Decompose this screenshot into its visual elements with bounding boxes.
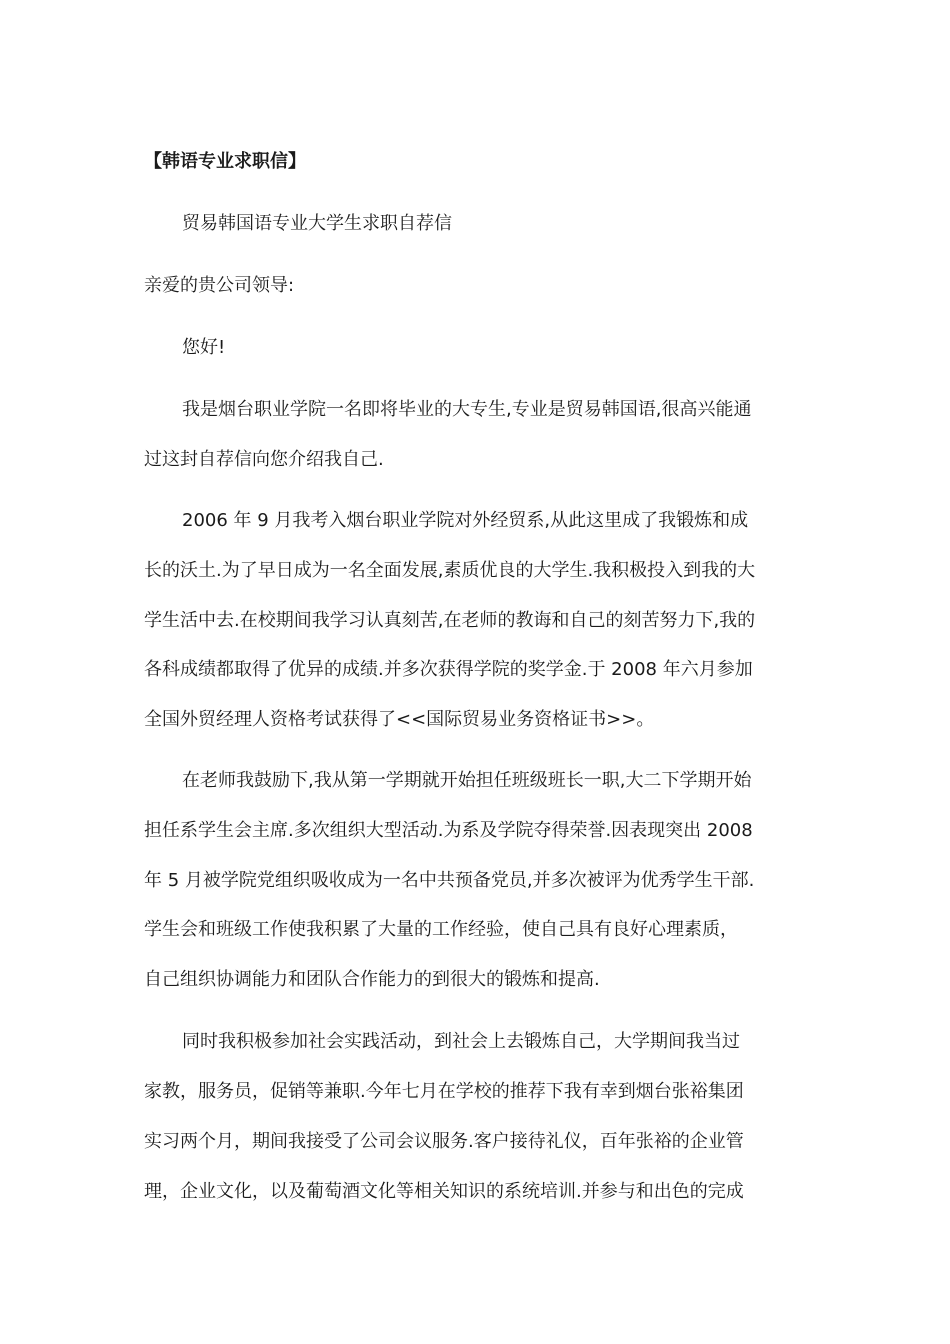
paragraph-2-line-1: 2006 年 9 月我考入烟台职业学院对外经贸系,从此这里成了我锻炼和成: [182, 510, 749, 531]
paragraph-1-line-1: 我是烟台职业学院一名即将毕业的大专生,专业是贸易韩国语,很高兴能通: [182, 399, 752, 420]
paragraph-3-line-4: 学生会和班级工作使我积累了大量的工作经验，使自己具有良好心理素质，: [144, 919, 738, 940]
letter-greeting: 您好!: [182, 337, 226, 358]
paragraph-4-line-4: 理，企业文化，以及葡萄酒文化等相关知识的系统培训.并参与和出色的完成: [144, 1181, 744, 1202]
paragraph-3-line-2: 担任系学生会主席.多次组织大型活动.为系及学院夺得荣誉.因表现突出 2008: [144, 820, 753, 841]
paragraph-2-line-2: 长的沃土.为了早日成为一名全面发展,素质优良的大学生.我积极投入到我的大: [144, 560, 756, 581]
paragraph-1-line-2: 过这封自荐信向您介绍我自己.: [144, 449, 384, 470]
paragraph-4-line-3: 实习两个月，期间我接受了公司会议服务.客户接待礼仪，百年张裕的企业管: [144, 1131, 744, 1152]
letter-heading: 【韩语专业求职信】: [144, 151, 306, 172]
paragraph-4-line-2: 家教，服务员，促销等兼职.今年七月在学校的推荐下我有幸到烟台张裕集团: [144, 1081, 744, 1102]
paragraph-2-line-3: 学生活中去.在校期间我学习认真刻苦,在老师的教诲和自己的刻苦努力下,我的: [144, 610, 756, 631]
letter-subtitle: 贸易韩国语专业大学生求职自荐信: [182, 213, 452, 234]
paragraph-3-line-1: 在老师我鼓励下,我从第一学期就开始担任班级班长一职,大二下学期开始: [182, 770, 752, 791]
paragraph-3-line-3: 年 5 月被学院党组织吸收成为一名中共预备党员,并多次被评为优秀学生干部.: [144, 870, 755, 891]
letter-salutation: 亲爱的贵公司领导:: [144, 275, 295, 296]
paragraph-4-line-1: 同时我积极参加社会实践活动，到社会上去锻炼自己，大学期间我当过: [182, 1031, 740, 1052]
paragraph-2-line-4: 各科成绩都取得了优异的成绩.并多次获得学院的奖学金.于 2008 年六月参加: [144, 659, 753, 680]
paragraph-3-line-5: 自己组织协调能力和团队合作能力的到很大的锻炼和提高.: [144, 969, 600, 990]
paragraph-2-line-5: 全国外贸经理人资格考试获得了<<国际贸易业务资格证书>>。: [144, 709, 655, 730]
